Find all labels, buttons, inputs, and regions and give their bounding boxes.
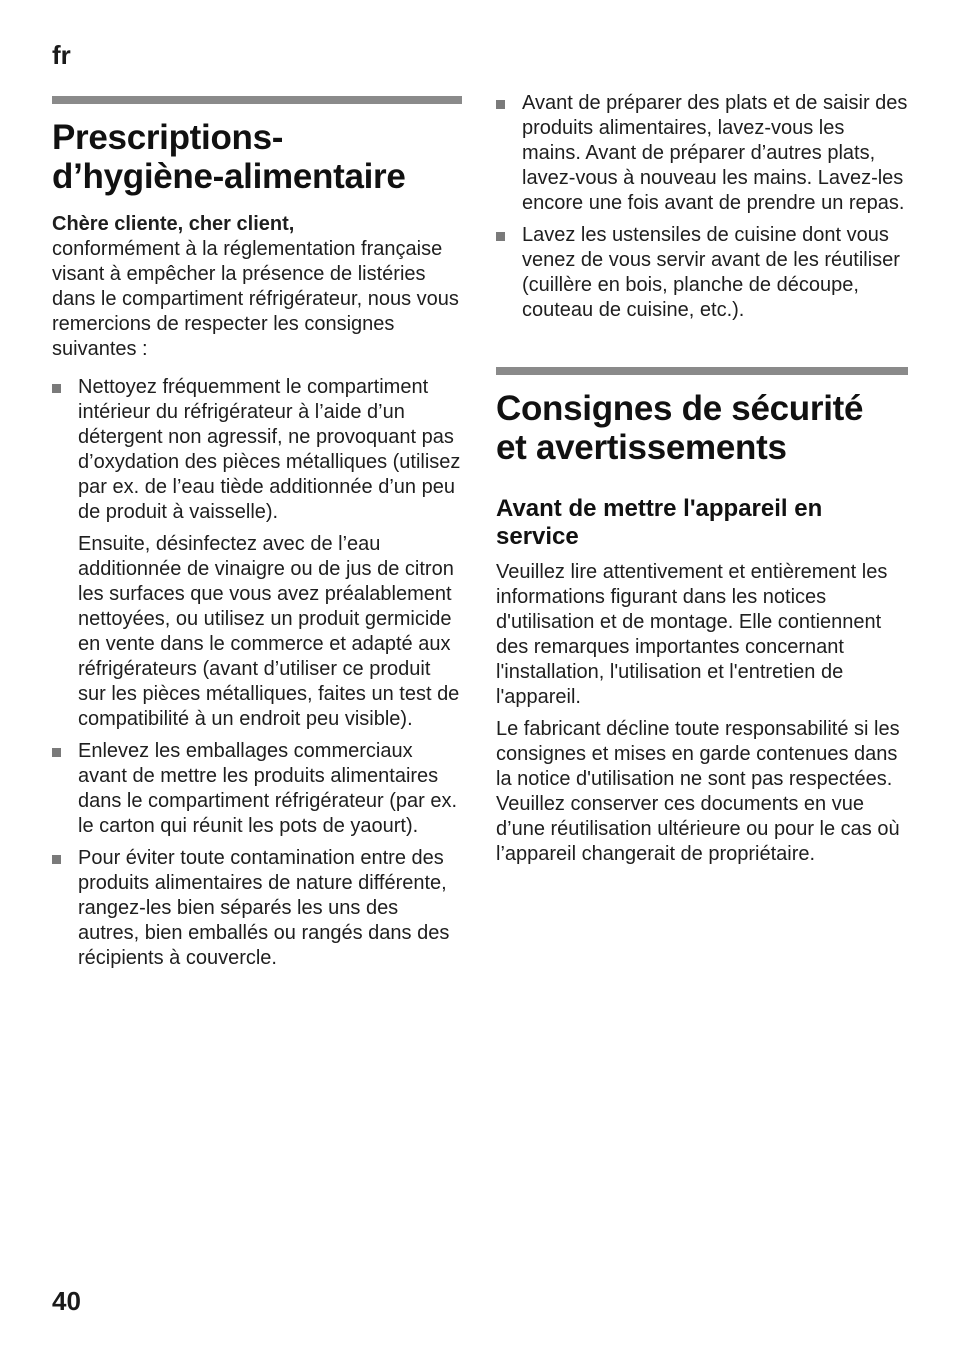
section-rule [496,367,908,375]
square-bullet-icon [496,232,505,241]
square-bullet-icon [52,855,61,864]
hygiene-heading [52,118,462,196]
right-column [496,0,908,867]
list-item-text: Enlevez les emballages commerciaux avant de mettre les produits alimentaires dans le compartiment réfrigérateur (par ex. le carton qui réunit les pots de yaourt). [78,740,458,837]
salutation: Chère cliente, cher client, [52,213,295,235]
page-number: 40 [52,1286,81,1316]
liability-paragraph: Le fabricant décline toute responsabilité si les consignes et mises en garde contenues dans la notice d'utilisation ne sont pas respectées. Veuillez conserver ces documents en vue d’une réutilisation ultérieure ou pour le cas où l’appareil changerait de propriétaire. [496,718,900,865]
list-item [496,91,908,216]
list-item [496,223,908,323]
safety-heading [496,389,908,467]
before-use-subheading-line1: Avant de mettre l'appareil en [496,495,823,522]
safety-heading-line1: Consignes de sécurité [496,389,864,428]
list-item-text: Nettoyez fréquemment le compartiment intérieur du réfrigérateur à l’aide d’un détergent non agressif, ne provoquant pas d’oxydation des pièces métalliques (utilisez par ex. de l’eau tiède additionnée d’un peu de produit à vaisselle). [78,376,461,523]
list-item [52,846,462,971]
before-use-subheading [496,495,908,551]
hygiene-heading-line1: Prescriptions- [52,118,284,157]
hygiene-list-continued [496,91,908,323]
list-item [52,739,462,839]
language-label: fr [52,40,71,70]
list-item [52,375,462,732]
list-item-subtext: Ensuite, désinfectez avec de l’eau additionnée de vinaigre ou de jus de citron les surfaces que vous avez préalablement nettoyées, ou utilisez un produit germicide en vente dans le commerce et adapté aux réfrigérateurs (avant d’utiliser ce produit sur les pièces métalliques, faites un test de compatibilité à un endroit peu visible). [78,533,460,730]
hygiene-list [52,375,462,971]
list-item-text: Lavez les ustensiles de cuisine dont vous venez de vous servir avant de les réutiliser (cuillère en bois, planche de découpe, couteau de cuisine, etc.). [522,224,900,321]
hygiene-heading-line2: d’hygiène-alimentaire [52,157,406,196]
square-bullet-icon [496,100,505,109]
list-item-text: Pour éviter toute contamination entre des produits alimentaires de nature différente, rangez-les bien séparés les uns des autres, bien emballés ou rangés dans des récipients à couvercle. [78,847,450,969]
list-item-text: Avant de préparer des plats et de saisir des produits alimentaires, lavez-vous les mains. Avant de préparer d’autres plats, lavez-vous à nouveau les mains. Lavez-les encore une fois avant de prendre un repas. [522,92,908,214]
section-rule [52,96,462,104]
square-bullet-icon [52,748,61,757]
intro-paragraph: conformément à la réglementation française visant à empêcher la présence de listéries dans le compartiment réfrigérateur, nous vous remercions de respecter les consignes suivantes : [52,238,459,360]
square-bullet-icon [52,384,61,393]
safety-heading-line2: et avertissements [496,428,787,467]
before-use-subheading-line2: service [496,523,579,550]
instructions-paragraph: Veuillez lire attentivement et entièrement les informations figurant dans les notices d'utilisation et de montage. Elle contiennent des remarques importantes concernant l'installation, l'utilisation et l'entretien de l'appareil. [496,561,888,708]
left-column [52,0,462,971]
